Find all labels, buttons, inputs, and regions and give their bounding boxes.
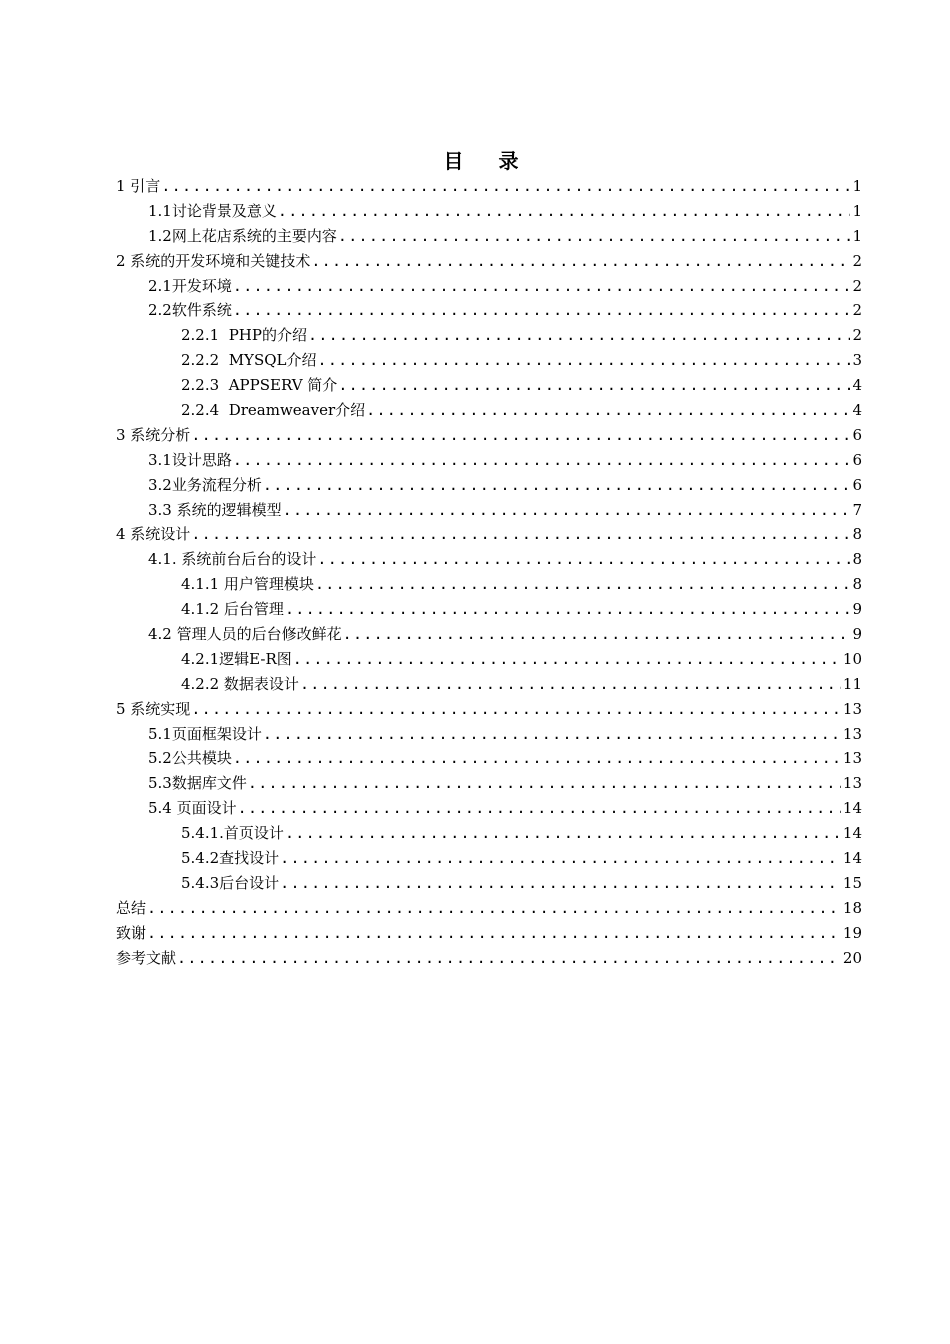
toc-entry[interactable]: [116, 249, 862, 274]
toc-entry-label: 5.1页面框架设计: [148, 724, 262, 743]
toc-entry-page-number: 8: [852, 550, 862, 569]
toc-entry-page-number: 14: [842, 849, 862, 868]
toc-entry[interactable]: [116, 547, 862, 572]
toc-entry-label: 2.1开发环境: [148, 276, 232, 295]
table-of-contents: [116, 174, 862, 971]
toc-entry-page-number: 7: [852, 500, 862, 519]
toc-entry[interactable]: [116, 796, 862, 821]
toc-entry-page-number: 10: [842, 649, 862, 668]
toc-leader-dots: [285, 821, 841, 846]
toc-entry-page-number: 4: [852, 376, 862, 395]
toc-entry-page-number: 13: [842, 749, 862, 768]
toc-entry-label: 4.2 管理人员的后台修改鲜花: [148, 625, 342, 644]
toc-leader-dots: [233, 298, 851, 323]
toc-entry-page-number: 9: [852, 600, 862, 619]
toc-leader-dots: [366, 398, 850, 423]
toc-leader-dots: [283, 498, 851, 523]
toc-entry-page-number: 13: [842, 699, 862, 718]
toc-entry-page-number: 1: [852, 177, 862, 195]
toc-entry-page-number: 9: [852, 625, 862, 644]
toc-entry-page-number: 8: [852, 575, 862, 594]
toc-entry[interactable]: [116, 373, 862, 398]
toc-leader-dots: [233, 274, 851, 299]
toc-leader-dots: [263, 473, 851, 498]
toc-entry-page-number: 14: [842, 824, 862, 843]
toc-entry[interactable]: [116, 298, 862, 323]
toc-entry[interactable]: [116, 921, 862, 946]
toc-entry-label: 2.2.1 PHP的介绍: [181, 326, 307, 345]
toc-leader-dots: [338, 373, 850, 398]
toc-entry-label: 总结: [116, 898, 147, 917]
toc-entry-label: 3 系统分析: [116, 425, 191, 444]
toc-entry-label: 2.2.2 MYSQL介绍: [181, 351, 317, 370]
toc-entry-label: 1.1讨论背景及意义: [148, 201, 277, 220]
toc-leader-dots: [311, 249, 850, 274]
toc-entry-page-number: 19: [842, 923, 862, 942]
toc-entry[interactable]: [116, 622, 862, 647]
toc-entry[interactable]: [116, 224, 862, 249]
toc-entry[interactable]: [116, 348, 862, 373]
toc-leader-dots: [317, 547, 850, 572]
toc-entry-label: 5.4.1.首页设计: [181, 824, 284, 843]
toc-entry-page-number: 15: [842, 873, 862, 892]
toc-leader-dots: [280, 846, 841, 871]
toc-leader-dots: [280, 871, 841, 896]
toc-leader-dots: [248, 771, 841, 796]
toc-title: 目 录: [443, 149, 533, 173]
toc-entry-page-number: 14: [842, 799, 862, 818]
toc-leader-dots: [338, 224, 851, 249]
toc-entry[interactable]: [116, 871, 862, 896]
toc-leader-dots: [191, 522, 850, 547]
toc-entry-page-number: 20: [842, 948, 862, 967]
toc-entry-page-number: 13: [842, 774, 862, 793]
toc-entry-label: 4.1.2 后台管理: [181, 600, 284, 619]
toc-entry-label: 3.3 系统的逻辑模型: [148, 500, 282, 519]
toc-entry[interactable]: [116, 722, 862, 747]
toc-leader-dots: [308, 323, 850, 348]
toc-entry[interactable]: [116, 672, 862, 697]
toc-entry-label: 3.1设计思路: [148, 450, 232, 469]
toc-entry-page-number: 6: [852, 425, 862, 444]
toc-entry-label: 2.2软件系统: [148, 301, 232, 320]
toc-entry-page-number: 2: [852, 326, 862, 345]
toc-entry-label: 2.2.3 APPSERV 简介: [181, 376, 338, 395]
toc-entry-label: 5.4.3后台设计: [181, 873, 280, 892]
toc-entry[interactable]: [116, 323, 862, 348]
toc-entry[interactable]: [116, 697, 862, 722]
toc-entry-page-number: 1: [852, 201, 862, 220]
toc-leader-dots: [177, 946, 841, 971]
toc-entry-label: 5.4 页面设计: [148, 799, 237, 818]
toc-entry[interactable]: [116, 274, 862, 299]
toc-entry-label: 致谢: [116, 923, 147, 942]
toc-leader-dots: [161, 174, 850, 199]
toc-entry-label: 参考文献: [116, 948, 177, 967]
toc-entry-page-number: 2: [852, 251, 862, 270]
toc-entry-label: 4.2.2 数据表设计: [181, 674, 299, 693]
toc-leader-dots: [233, 746, 841, 771]
toc-leader-dots: [147, 921, 841, 946]
toc-entry-page-number: 2: [852, 276, 862, 295]
toc-entry[interactable]: [116, 846, 862, 871]
toc-leader-dots: [278, 199, 851, 224]
toc-entry-label: 2 系统的开发环境和关键技术: [116, 251, 311, 270]
toc-leader-dots: [343, 622, 851, 647]
toc-entry-page-number: 1: [852, 226, 862, 245]
toc-entry[interactable]: [116, 174, 862, 199]
toc-entry-page-number: 8: [852, 525, 862, 544]
toc-entry[interactable]: [116, 423, 862, 448]
toc-entry-label: 3.2业务流程分析: [148, 475, 262, 494]
toc-entry[interactable]: [116, 448, 862, 473]
toc-entry-page-number: 11: [842, 674, 862, 693]
toc-entry[interactable]: [116, 946, 862, 971]
toc-leader-dots: [315, 572, 851, 597]
toc-entry[interactable]: [116, 771, 862, 796]
toc-leader-dots: [300, 672, 841, 697]
toc-entry-label: 4 系统设计: [116, 525, 191, 544]
toc-entry-label: 1.2网上花店系统的主要内容: [148, 226, 337, 245]
toc-entry[interactable]: [116, 473, 862, 498]
toc-entry[interactable]: [116, 647, 862, 672]
toc-leader-dots: [293, 647, 841, 672]
toc-leader-dots: [233, 448, 851, 473]
toc-entry-label: 5.3数据库文件: [148, 774, 247, 793]
toc-entry-label: 1 引言: [116, 177, 161, 195]
toc-entry-page-number: 6: [852, 450, 862, 469]
toc-entry[interactable]: [116, 572, 862, 597]
toc-entry-label: 5 系统实现: [116, 699, 191, 718]
toc-leader-dots: [238, 796, 841, 821]
toc-entry-page-number: 6: [852, 475, 862, 494]
toc-entry[interactable]: [116, 597, 862, 622]
toc-leader-dots: [285, 597, 851, 622]
toc-entry-label: 4.2.1逻辑E-R图: [181, 649, 292, 668]
toc-leader-dots: [191, 423, 850, 448]
toc-entry-label: 2.2.4 Dreamweaver介绍: [181, 401, 366, 420]
toc-leader-dots: [318, 348, 851, 373]
toc-entry-page-number: 3: [852, 351, 862, 370]
toc-entry[interactable]: [116, 821, 862, 846]
toc-entry-page-number: 18: [842, 898, 862, 917]
toc-entry[interactable]: [116, 896, 862, 921]
toc-entry-page-number: 2: [852, 301, 862, 320]
toc-entry-label: 4.1.1 用户管理模块: [181, 575, 314, 594]
toc-entry[interactable]: [116, 746, 862, 771]
toc-entry-label: 4.1. 系统前台后台的设计: [148, 550, 317, 569]
toc-entry-label: 5.4.2查找设计: [181, 849, 280, 868]
toc-entry-page-number: 13: [842, 724, 862, 743]
toc-leader-dots: [191, 697, 841, 722]
toc-leader-dots: [263, 722, 841, 747]
toc-entry-page-number: 4: [852, 401, 862, 420]
toc-entry[interactable]: [116, 199, 862, 224]
toc-entry[interactable]: [116, 398, 862, 423]
toc-leader-dots: [147, 896, 841, 921]
toc-entry[interactable]: [116, 522, 862, 547]
toc-entry-label: 5.2公共模块: [148, 749, 232, 768]
toc-entry[interactable]: [116, 498, 862, 523]
